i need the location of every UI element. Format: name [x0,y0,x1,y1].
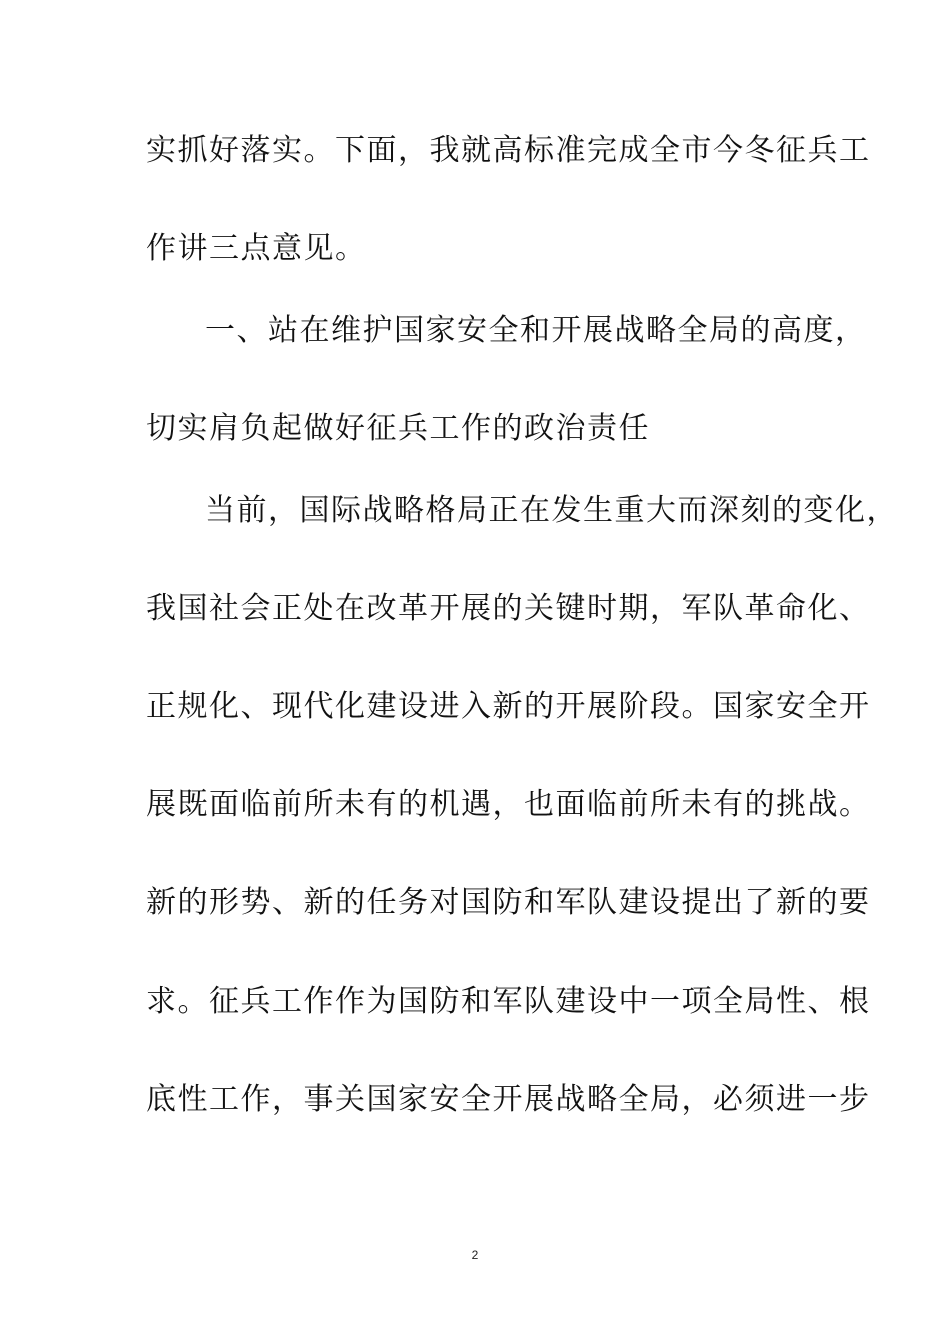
section-heading-line: 一、站在维护国家安全和开展战略全局的高度， [205,313,867,348]
text-line: 作讲三点意见。 [146,231,367,266]
text-line: 展既面临前所未有的机遇，也面临前所未有的挑战。 [146,787,871,822]
text-line: 求。征兵工作作为国防和军队建设中一项全局性、根 [146,984,871,1019]
section-heading-line: 切实肩负起做好征兵工作的政治责任 [146,411,650,446]
text-line: 新的形势、新的任务对国防和军队建设提出了新的要 [146,885,871,920]
text-line: 底性工作，事关国家安全开展战略全局，必须进一步 [146,1082,871,1117]
page-number: 2 [471,1248,479,1262]
text-line: 正规化、现代化建设进入新的开展阶段。国家安全开 [146,689,871,724]
text-line: 我国社会正处在改革开展的关键时期，军队革命化、 [146,591,871,626]
paragraph-first-line: 当前，国际战略格局正在发生重大而深刻的变化， [205,493,898,528]
text-line: 实抓好落实。下面，我就高标准完成全市今冬征兵工 [146,133,871,168]
